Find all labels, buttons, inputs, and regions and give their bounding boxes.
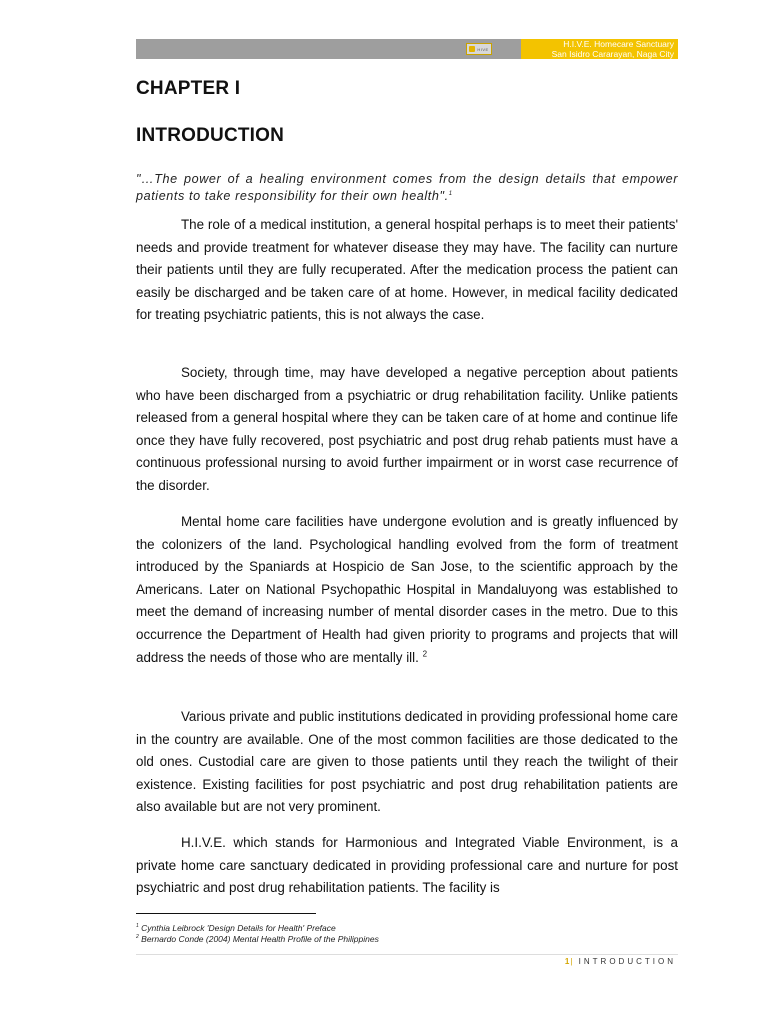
footnote-2 <box>136 932 379 945</box>
page-number: 1 <box>564 957 571 966</box>
hive-logo-icon <box>466 43 492 55</box>
footnote-divider <box>136 913 316 914</box>
paragraph-3-footnote-ref: 2 <box>422 649 428 659</box>
footnote-2-number: 2 <box>136 934 139 940</box>
header-title-line1: H.I.V.E. Homecare Sanctuary <box>563 39 674 49</box>
footnote-2-text: Bernardo Conde (2004) Mental Health Profile of the Philippines <box>141 933 379 944</box>
header-title-line2: San Isidro Cararayan, Naga City <box>551 49 674 59</box>
paragraph-5: H.I.V.E. which stands for Harmonious and Integrated Viable Environment, is a private home care sanctuary dedicated in providing professional care and nurture for post psychiatric and post drug rehabilitation patients. The facility is <box>136 835 678 896</box>
chapter-title: CHAPTER I <box>136 78 241 99</box>
hexagon-icon <box>469 46 475 52</box>
footer-separator: | <box>570 957 574 966</box>
footer-section-label: INTRODUCTION <box>578 957 676 966</box>
section-heading: INTRODUCTION <box>136 125 285 146</box>
footer-divider <box>136 954 678 955</box>
paragraph-4: Various private and public institutions dedicated in providing professional home care in the country are available. One of the most common facilities are those dedicated to the old ones. Custodial care are given to those patients until they reach the twilight of their existence. Existing facilities for post psychiatric and post drug rehabilitation patients are also available but are not very prominent. <box>136 709 678 815</box>
page-footer <box>565 957 676 967</box>
paragraph-2: Society, through time, may have developed a negative perception about patients who have been discharged from a psychiatric or drug rehabilitation facility. Unlike patients released from a general hospital where they can be taken care of at home and continue life once they have fully recovered, post psychiatric and post drug rehab patients must have a continuous professional nursing to avoid further impairment or in worst case recurrence of the disorder. <box>136 365 678 493</box>
footnote-1-text: Cynthia Leibrock 'Design Details for Health' Preface <box>141 922 336 933</box>
paragraph-1: The role of a medical institution, a general hospital perhaps is to meet their patients' needs and provide treatment for whatever disease they may have. The facility can nurture their patients until they are fully recuperated. After the medication process the patient can easily be discharged and be taken care of at home. However, in medical facility dedicated for treating psychiatric patients, this is not always the case. <box>136 217 678 323</box>
logo-mark: HIVE <box>477 46 489 52</box>
paragraph-3 <box>136 511 678 669</box>
epigraph-quote <box>136 172 678 204</box>
quote-text: "…The power of a healing environment comes from the design details that empower patients to take responsibility for their own health". <box>136 172 678 204</box>
paragraph-3-text: Mental home care facilities have undergone evolution and is greatly influenced by the colonizers of the land. Psychological handling evolved from the form of treatment introduced by the Spaniards at Hospicio de San Jose, to the scientific approach by the Americans. Later on National Psychopathic Hospital in Mandaluyong was established to meet the demand of increasing number of mental disorder cases in the metro. Due to this occurrence the Department of Health had given priority to programs and projects that will address the needs of those who are mentally ill. <box>136 514 678 665</box>
header-title-block <box>521 39 678 59</box>
quote-footnote-ref: 1 <box>448 191 453 197</box>
footnote-1-number: 1 <box>136 923 139 929</box>
